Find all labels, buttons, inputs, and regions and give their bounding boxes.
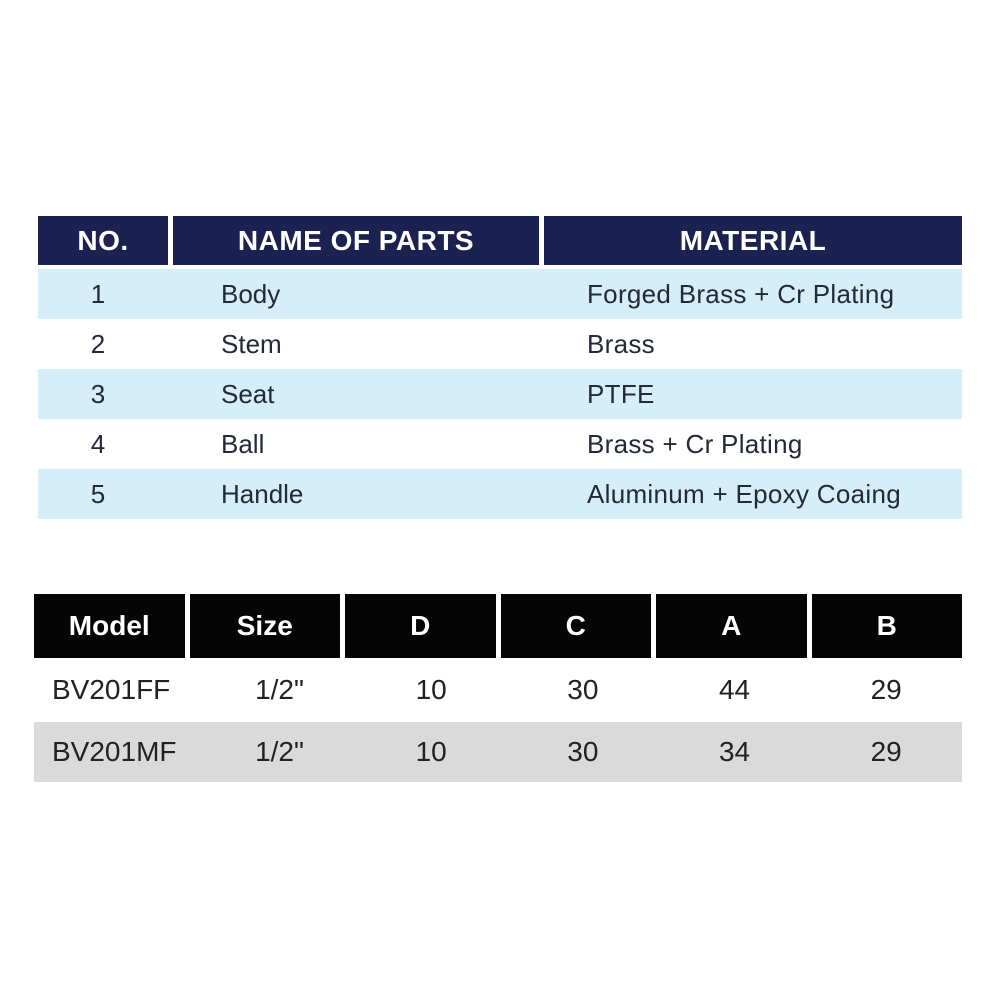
- header-c: C: [501, 594, 652, 658]
- header-d: D: [345, 594, 496, 658]
- header-name-of-parts: NAME OF PARTS: [173, 216, 539, 265]
- cell-b: 29: [870, 736, 902, 767]
- header-material: MATERIAL: [544, 216, 962, 265]
- cell-size: 1/2": [255, 736, 304, 767]
- part-name: Stem: [221, 328, 282, 359]
- header-b: B: [812, 594, 963, 658]
- part-no: 1: [90, 278, 106, 309]
- header-size: Size: [190, 594, 341, 658]
- dimension-row: [34, 658, 962, 722]
- parts-row: [38, 419, 962, 469]
- parts-row: [38, 369, 962, 419]
- cell-b: 29: [870, 674, 902, 705]
- part-name: Seat: [221, 378, 275, 409]
- part-no: 4: [90, 428, 106, 459]
- cell-size: 1/2": [255, 674, 304, 705]
- part-material: PTFE: [587, 378, 655, 409]
- header-no: NO.: [38, 216, 168, 265]
- part-no: 2: [90, 328, 106, 359]
- dimension-table-header: [34, 594, 962, 658]
- part-material: Brass + Cr Plating: [587, 428, 803, 459]
- cell-a: 44: [718, 674, 751, 705]
- cell-c: 30: [567, 674, 599, 705]
- cell-d: 10: [415, 736, 447, 767]
- parts-table-header: [38, 216, 962, 265]
- cell-model: BV201FF: [52, 674, 171, 705]
- parts-table: [38, 216, 962, 519]
- cell-c: 30: [567, 736, 599, 767]
- cell-a: 34: [718, 736, 751, 767]
- header-a: A: [656, 594, 807, 658]
- part-material: Aluminum + Epoxy Coaing: [587, 478, 901, 509]
- cell-d: 10: [415, 674, 447, 705]
- part-material: Brass: [587, 328, 655, 359]
- part-name: Body: [221, 278, 281, 309]
- part-no: 3: [90, 378, 106, 409]
- parts-row: [38, 269, 962, 319]
- dimension-row: [34, 722, 962, 782]
- cell-model: BV201MF: [52, 736, 177, 767]
- part-no: 5: [90, 478, 106, 509]
- parts-row: [38, 319, 962, 369]
- header-model: Model: [34, 594, 185, 658]
- dimension-table: [34, 594, 962, 782]
- part-material: Forged Brass + Cr Plating: [587, 278, 895, 309]
- parts-row: [38, 469, 962, 519]
- part-name: Ball: [221, 428, 265, 459]
- part-name: Handle: [221, 478, 304, 509]
